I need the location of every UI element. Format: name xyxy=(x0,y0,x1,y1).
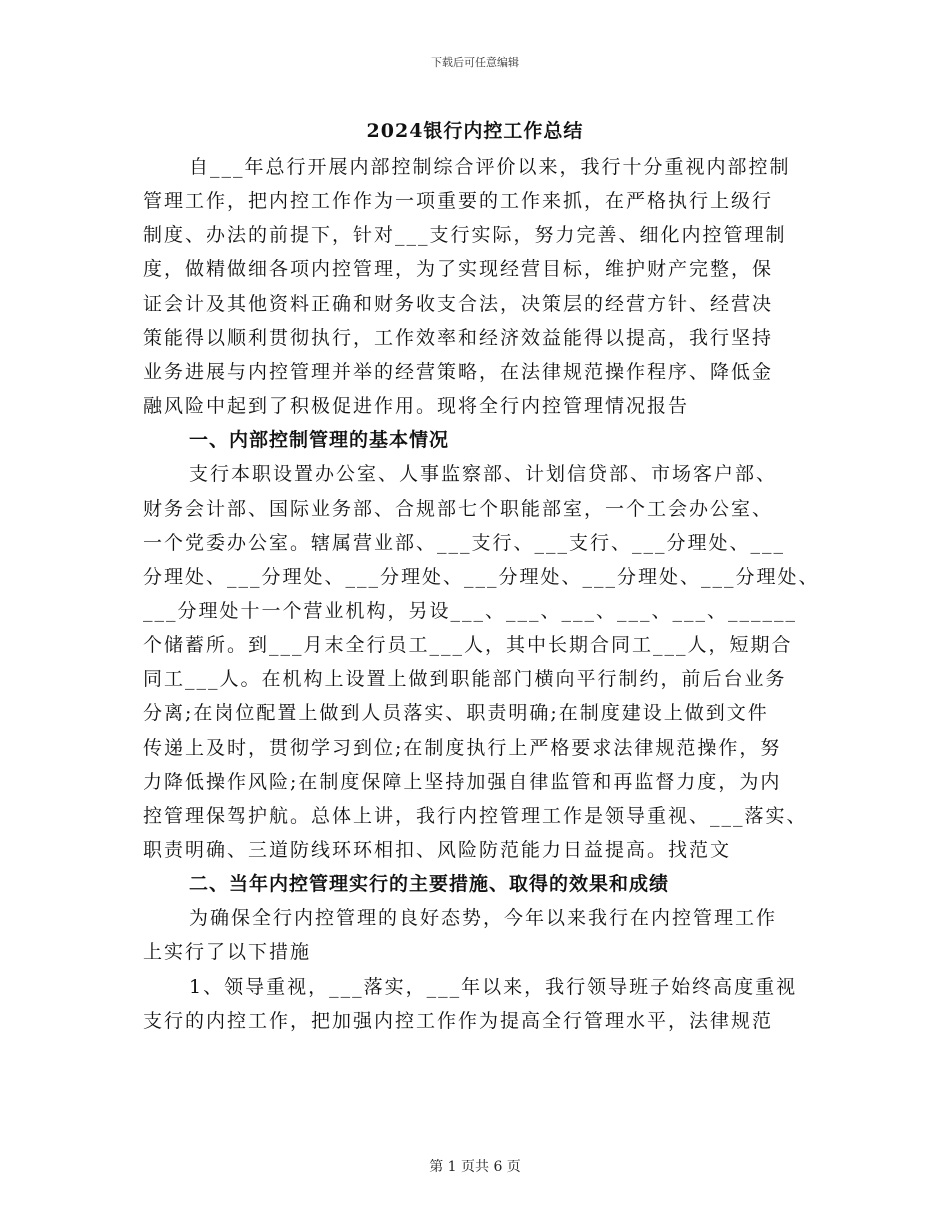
page-header-note: 下载后可任意编辑 xyxy=(431,56,519,69)
body-text-line: 分理处、___分理处、___分理处、___分理处、___分理处、___分理处、 xyxy=(143,565,820,588)
body-text-line: 自___年总行开展内部控制综合评价以来，我行十分重视内部控制 xyxy=(189,156,791,178)
body-text-line: 为确保全行内控管理的良好态势，今年以来我行在内控管理工作 xyxy=(189,907,778,930)
body-text-line: 管理工作，把内控工作作为一项重要的工作来抓，在严格执行上级行 xyxy=(143,190,774,213)
section-heading: 二、当年内控管理实行的主要措施、取得的效果和成绩 xyxy=(189,873,670,896)
body-text-line: 度，做精做细各项内控管理，为了实现经营目标，维护财产完整，保 xyxy=(143,258,774,281)
body-text-line: 融风险中起到了积极促进作用。现将全行内控管理情况报告 xyxy=(143,395,690,418)
page-footer-number: 第 1 页共 6 页 xyxy=(429,1159,521,1175)
body-text-line: 一个党委办公室。辖属营业部、___支行、___支行、___分理处、___ xyxy=(143,531,786,554)
body-text-line: 分离;在岗位配置上做到人员落实、职责明确;在制度建设上做到文件 xyxy=(143,702,769,725)
body-text-line: 上实行了以下措施 xyxy=(143,941,312,964)
body-text-line: 职责明确、三道防线环环相扣、风险防范能力日益提高。找范文 xyxy=(143,839,732,861)
body-text-line: 证会计及其他资料正确和财务收支合法，决策层的经营方针、经营决 xyxy=(143,292,774,315)
section-heading: 一、内部控制管理的基本情况 xyxy=(189,429,450,452)
body-text-line: 制度、办法的前提下，针对___支行实际，努力完善、细化内控管理制 xyxy=(143,224,787,247)
body-text-line: 控管理保驾护航。总体上讲，我行内控管理工作是领导重视、___落实、 xyxy=(143,804,808,827)
body-text-line: 业务进展与内控管理并举的经营策略，在法律规范操作程序、降低金 xyxy=(143,360,774,383)
body-text-line: 财务会计部、国际业务部、合规部七个职能部室，一个工会办公室、 xyxy=(143,497,774,520)
body-text-line: 支行的内控工作，把加强内控工作作为提高全行管理水平，法律规范 xyxy=(143,1009,774,1032)
body-text-line: 力降低操作风险;在制度保障上坚持加强自律监管和再监督力度，为内 xyxy=(143,770,782,793)
body-text-line: ___分理处十一个营业机构，另设___、___、___、___、___、______ xyxy=(143,599,798,622)
body-text-line: 支行本职设置办公室、人事监察部、计划信贷部、市场客户部、 xyxy=(189,463,778,486)
body-text-line: 同工___人。在机构上设置上做到职能部门横向平行制约，前后台业务 xyxy=(143,668,787,691)
body-text-line: 1、领导重视，___落实，___年以来，我行领导班子始终高度重视 xyxy=(189,975,798,998)
body-text-line: 策能得以顺利贯彻执行，工作效率和经济效益能得以提高，我行坚持 xyxy=(143,326,774,349)
document-title: 2024银行内控工作总结 xyxy=(366,120,584,142)
body-text-line: 传递上及时，贯彻学习到位;在制度执行上严格要求法律规范操作，努 xyxy=(143,736,782,759)
body-text-line: 个储蓄所。到___月末全行员工___人，其中长期合同工___人，短期合 xyxy=(143,634,793,657)
